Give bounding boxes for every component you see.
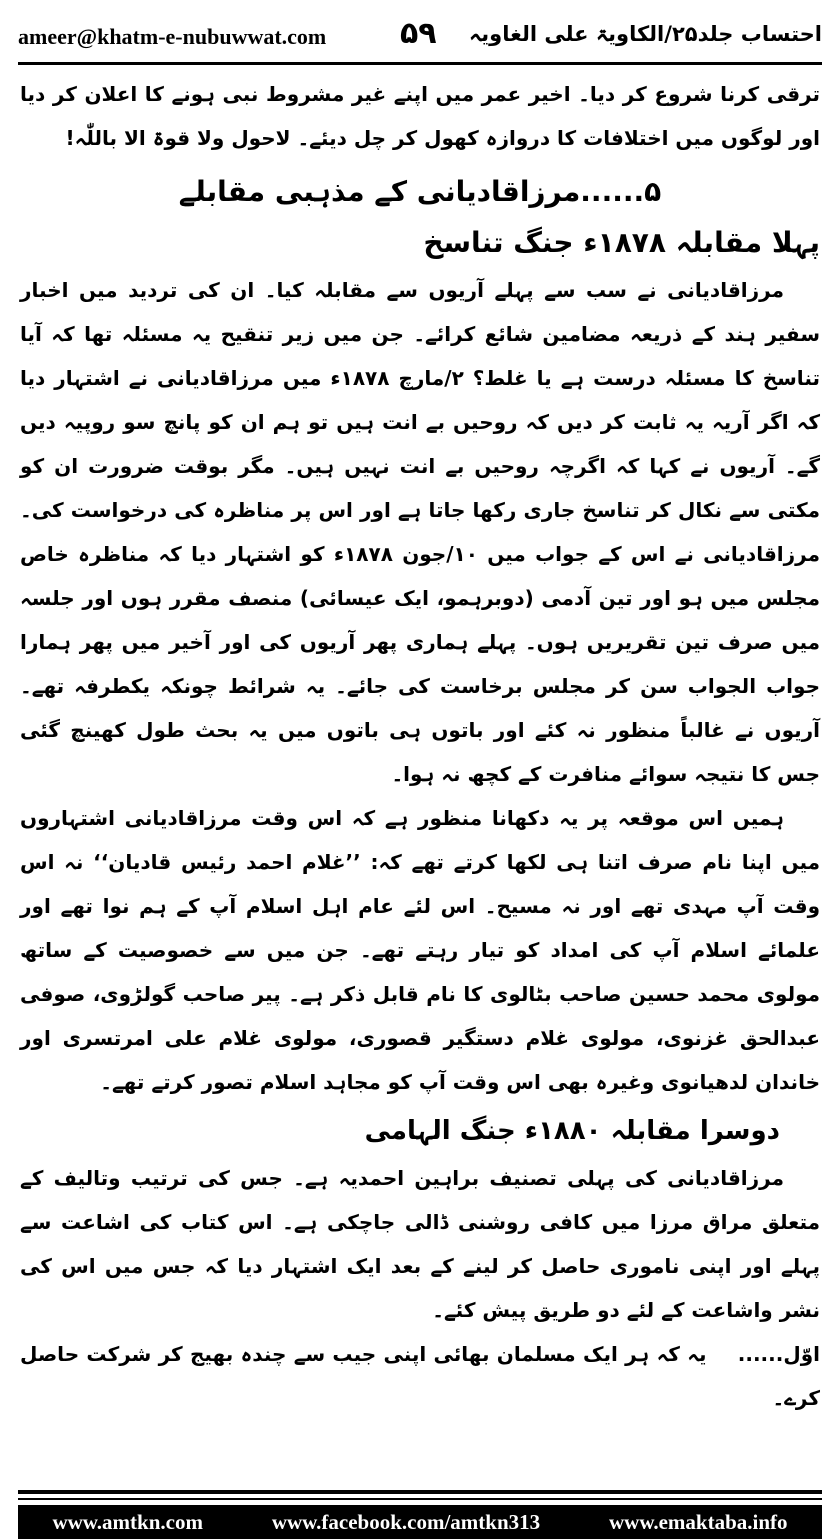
subheading-second-debate: دوسرا مقابلہ ۱۸۸۰ء جنگ الہامی [364,1116,780,1146]
paragraph-1: ترقی کرنا شروع کر دیا۔ اخیر عمر میں اپنے غیر مشروط نبی ہونے کا اعلان کر دیا اور لوگوں میں اختلافات کا دروازہ کھول کر چل دیئے۔ لاحول ولا قوۃ الا باللّٰہ! [20,82,820,150]
list-item-label: اوّل...... [737,1342,820,1366]
footer-divider-thin [18,1498,822,1500]
page-header [18,14,822,58]
header-email: ameer@khatm-e-nubuwwat.com [18,24,327,49]
paragraph-4: مرزاقادیانی کی پہلی تصنیف براہین احمدیہ ہے۔ جس کی ترتیب وتالیف کے متعلق مراق مرزا میں کافی روشنی ڈالی جاچکی ہے۔ اس کتاب کی اشاعت سے پہلے اور اپنی ناموری حاصل کر لینے کے بعد ایک اشتہار دیا کہ جس میں اس کی نشر واشاعت کے لئے دو طریق پیش کئے۔ [20,1166,820,1322]
header-divider [18,62,822,65]
page-number: ۵۹ [400,16,437,51]
book-title: احتساب جلد۲۵/الکاویۃ علی الغاویہ [468,22,822,46]
paragraph-2: مرزاقادیانی نے سب سے پہلے آریوں سے مقابلہ کیا۔ ان کی تردید میں اخبار سفیر ہند کے ذریعہ مضامین شائع کرائے۔ جن میں زیر تنقیح یہ مسئلہ تھا کہ آیا تناسخ کا مسئلہ درست ہے یا غلط؟ ۲/مارچ ۱۸۷۸ء میں مرزاقادیانی نے اشتہار دیا کہ اگر آریہ یہ ثابت کر دیں کہ روحیں بے انت ہیں تو ہم ان کو پانچ سو روپیہ دیں گے۔ آریوں نے کہا کہ اگرچہ روحیں بے انت نہیں ہیں۔ مگر بوقت ضرورت ان کو مکتی سے نکال کر تناسخ جاری رکھا جاتا ہے اور اس پر مناظرہ کی درخواست کی۔ مرزاقادیانی نے اس کے جواب میں ۱۰/جون ۱۸۷۸ء کو اشتہار دیا کہ مناظرہ خاص مجلس میں ہو اور تین آدمی (دوبرہمو، ایک عیسائی) منصف مقرر ہوں اور جلسہ میں صرف تین تقریریں ہوں۔ پہلے ہماری پھر آریوں کی اور آخیر میں پھر ہمارا جواب الجواب سن کر مجلس برخاست کی جائے۔ یہ شرائط چونکہ یکطرفہ تھے۔ آریوں نے غالباً منظور نہ کئے اور باتوں ہی باتوں میں یہ بحث طول کھینچ گئی جس کا نتیجہ سوائے منافرت کے کچھ نہ ہوا۔ [20,278,820,786]
footer-link-amtkn[interactable]: www.amtkn.com [52,1510,203,1534]
paragraph-3: ہمیں اس موقعہ پر یہ دکھانا منظور ہے کہ اس وقت مرزاقادیانی اشتہاروں میں اپنا نام صرف اتنا ہی لکھا کرتے تھے کہ: ’’غلام احمد رئیس قادیان‘‘ نہ اس وقت آپ مہدی تھے اور نہ مسیح۔ اس لئے عام اہل اسلام آپ کے ہم نوا تھے اور علمائے اسلام آپ کی امداد کو تیار رہتے تھے۔ جن میں سے خصوصیت کے ساتھ مولوی محمد حسین صاحب بٹالوی کا نام قابل ذکر ہے۔ پیر صاحب گولڑوی، صوفی عبدالحق غزنوی، مولوی غلام دستگیر قصوری، مولوی غلام علی امرتسری اور خاندان لدھیانوی وغیرہ بھی اس وقت آپ کو مجاہد اسلام تصور کرتے تھے۔ [20,806,820,1094]
page-body [20,72,820,1420]
list-item-first [20,1332,820,1420]
list-item-text: یہ کہ ہر ایک مسلمان بھائی اپنی جیب سے چندہ بھیج کر شرکت حاصل کرے۔ [20,1342,820,1410]
footer-link-facebook[interactable]: www.facebook.com/amtkn313 [271,1510,541,1534]
subheading-first-debate: پہلا مقابلہ ۱۸۷۸ء جنگ تناسخ [423,226,820,259]
section-heading: ۵......مرزاقادیانی کے مذہبی مقابلے [178,175,662,208]
page-footer [18,1505,822,1539]
footer-link-emaktaba[interactable]: www.emaktaba.info [609,1510,788,1534]
footer-divider-thick [18,1490,822,1494]
